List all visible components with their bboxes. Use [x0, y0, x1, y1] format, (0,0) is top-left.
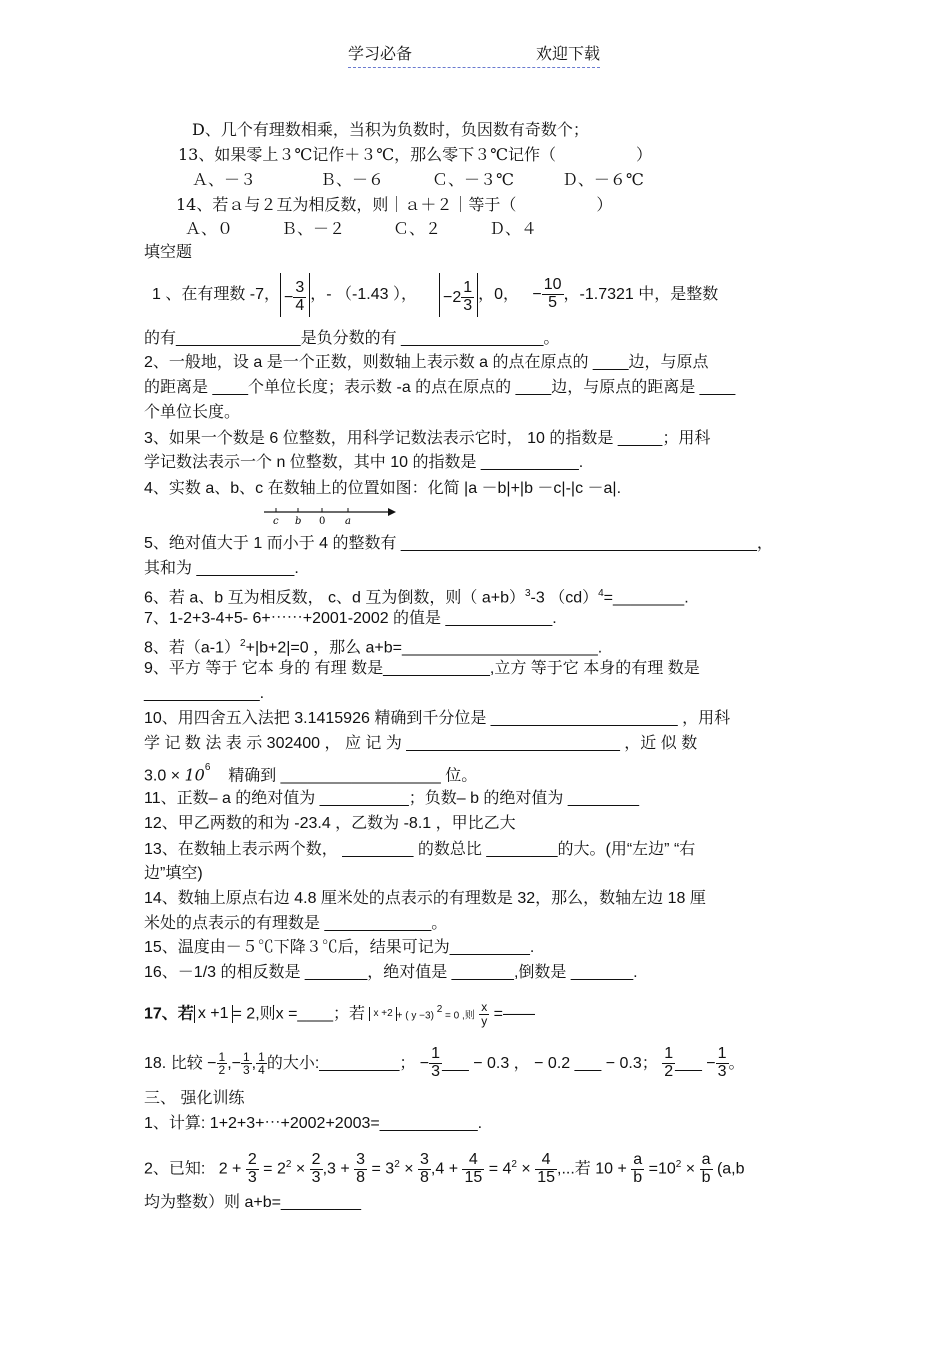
section3-q1: 1、计算: 1+2+3+⋯+2002+2003=___________.: [144, 1115, 483, 1132]
fill-q8: 8、若$(a-1)^2+|b+2|=0$ ，那么 a+b=______________________.: [144, 638, 603, 657]
fill-q5-l2: 其和为 ___________.: [144, 560, 299, 577]
fill-q10-l3: $3.0 \times 10^6$ 精确到 __________________ 位。: [144, 762, 478, 785]
fill-q18: 18. 比较 − $\frac{1}{2}$ ,− $\frac{1}{3}$ , $\frac{1}{4}$ 的大小:_________； − $\frac{1}{3}$ ___ − 0.3 ， − 0.2 ___ − 0.3； $\frac{1}{2}$ ___ − $\frac{1}{3}$ 。: [144, 1045, 745, 1081]
fill-q1-c: ，0，: [478, 286, 520, 303]
fill-q17-c: = 2,则x =____；若: [232, 1005, 366, 1023]
fill-q13-l2: 边”填空): [144, 865, 203, 882]
fill-q17-f: = 0 ,则: [442, 1010, 475, 1022]
frac-x-over-y: $\frac{x}{y}$: [481, 1000, 488, 1028]
section3-q2: 2、已知: 2 + $\frac{2}{3}$ = $2^2$ × $\frac{2}{3}$ ,3 + $\frac{3}{8}$ = $3^2$ × $\frac{3}{8}$ ,4 + $\frac{4}{15}$ = $4^2$ × $\frac{4}{15}$ ,...若 10 + $\frac{a}{b}$ $=10^2$ × $\frac{a}{b}$ (a,b: [144, 1150, 745, 1186]
fill-q11: 11、正数– a 的绝对值为 __________；负数– b 的绝对值为 ________: [144, 790, 640, 807]
fill-q14-l2: 米处的点表示的有理数是 ____________。: [144, 915, 448, 932]
page-header: [348, 41, 600, 68]
fill-q15: 15、温度由－５℃下降３℃后，结果可记为_________.: [144, 939, 535, 956]
fill-q2-l3: 个单位长度。: [144, 404, 241, 421]
abs-x-plus-2: x +2: [369, 1007, 396, 1021]
fill-q14-l1: 14、数轴上原点右边 4.8 厘米处的点表示的有理数是 32，那么，数轴左边 18 厘: [144, 890, 706, 907]
fill-q17-g: =——: [493, 1005, 536, 1023]
fill-q10-l3b: 10: [184, 765, 205, 785]
fill-q5-l1: 5、绝对值大于 1 而小于 4 的整数有 ________________________________________，: [144, 535, 773, 552]
fill-q6-c: =________.: [603, 589, 689, 607]
fill-q12: 12、甲乙两数的和为 -23.4 ，乙数为 -8.1 ，甲比乙大: [144, 815, 516, 832]
axis-label-a: a: [345, 516, 351, 526]
fill-q1-line2: 的有______________是负分数的有 ________________。: [144, 330, 560, 347]
fill-q4: 4、实数 a、b、c 在数轴上的位置如图：化简 |a －b|+|b －c|-|c －a|.: [144, 480, 622, 497]
fill-q10-l3c: 精确到 __________________ 位。: [228, 767, 478, 785]
fill-q3-l1: 3、如果一个数是 6 位整数，用科学记数法表示它时， 10 的指数是 _____；用科: [144, 430, 711, 447]
frac-ten-fifths: $\frac{10}{5}$: [543, 276, 562, 312]
fill-q13-l1: 13、在数轴上表示两个数， ________ 的数总比 ________的大。(用“左边” “右: [144, 841, 696, 858]
fill-q18-a: 18. 比较: [144, 1055, 203, 1072]
mc-d-option: D、几个有理数相乘，当积为负数时，负因数有奇数个；: [192, 120, 589, 139]
fill-q6-a: 6、若 a、b 互为相反数， c、d 互为倒数，则（ a+b）: [144, 589, 525, 607]
section3-q2-a: 2、已知:: [144, 1160, 206, 1178]
fill-q16: 16、－1/3 的相反数是 _______，绝对值是 _______,倒数是 _______.: [144, 964, 638, 981]
section3-title: 三、 强化训练: [144, 1090, 245, 1107]
abs-x-plus-1: x +1: [194, 1005, 233, 1023]
header-left: 学习必备: [348, 44, 413, 63]
fill-q1-a: 1 、在有理数 -7，: [152, 286, 281, 303]
axis-label-0: 0: [319, 516, 326, 526]
fill-q3-l2: 学记数法表示一个 n 位整数，其中 10 的指数是 ___________.: [144, 454, 584, 471]
header-right: 欢迎下载: [535, 44, 600, 63]
fill-q6: 6、若 a、b 互为相反数， c、d 互为倒数，则（ a+b）$^3$-3 （cd）$^4$=________.: [144, 588, 689, 607]
abs-neg-three-quarters: − $\frac{3}{4}$: [280, 273, 310, 317]
abs-neg-two-one-third: −2 $\frac{1}{3}$: [439, 273, 478, 317]
fill-q1-b: ，- （-1.43 ），: [310, 286, 417, 303]
axis-label-c: c: [273, 516, 279, 526]
fill-q2-l1: 2、一般地，设 a 是一个正数，则数轴上表示数 a 的点在原点的 ____边，与原点: [144, 354, 709, 371]
fill-q17-a: 17、若: [144, 1005, 194, 1023]
fill-q9-l1: 9、平方 等于 它本 身的 有理 数是____________,立方 等于它 本身的有理 数是: [144, 660, 700, 677]
fill-q6-b: -3 （cd）: [530, 589, 599, 607]
section3-q2-c: (a,b: [716, 1160, 745, 1178]
fill-q18-c: ___ − 0.3 ， − 0.2 ___ − 0.3；: [442, 1055, 658, 1072]
fill-q10-l2: 学 记 数 法 表 示 302400 ， 应 记 为 ________________________ ，近 似 数: [144, 735, 698, 752]
fill-q8-a: 8、若（a-1）: [144, 639, 241, 657]
mc-q13-options: Ａ、－３ Ｂ、－６ Ｃ、－３℃ Ｄ、－６℃: [192, 170, 644, 189]
fill-q17: 17、若 x +1 = 2,则x =____；若 x +2 + ( y −3) $^2$ = 0 ,则 $\frac{x}{y}$ =——: [144, 1000, 536, 1028]
fill-q7: 7、1-2+3-4+5- 6+⋯⋯+2001-2002 的值是 ____________.: [144, 610, 557, 627]
section3-q2-b: 若: [574, 1160, 591, 1178]
fill-q17-e: + ( y −3): [396, 1010, 437, 1022]
fill-title: 填空题: [144, 244, 193, 261]
mc-q14-options: Ａ、０ Ｂ、－２ Ｃ、２ Ｄ、４: [185, 219, 538, 238]
fill-q1: 1 、在有理数 -7， − $\frac{3}{4}$ ，- （-1.43 ）， −2 $\frac{1}{3}$ ，0， − $\frac{10}{5}$ ，-1.7321 中，是整数: [152, 270, 718, 320]
fill-q9-l2: _____________.: [144, 685, 265, 702]
number-line-figure: [262, 502, 402, 526]
mc-q13: 13、如果零上３℃记作＋３℃，那么零下３℃记作（ ）: [178, 145, 653, 164]
fill-q18-b: 的大小:_________；: [266, 1055, 416, 1072]
axis-label-b: b: [295, 516, 302, 526]
fill-q8-b: +|b+2|=0 ，那么 a+b=______________________.: [245, 639, 603, 657]
mc-q14: 14、若ａ与２互为相反数，则｜ａ＋２｜等于（ ）: [176, 195, 613, 214]
fill-q10-l1: 10、用四舍五入法把 3.1415926 精确到千分位是 _____________________ ，用科: [144, 710, 731, 727]
section3-q2-l2: 均为整数）则 a+b=_________: [144, 1194, 362, 1211]
fill-q18-d: ___ −: [675, 1055, 716, 1072]
fill-q2-l2: 的距离是 ____个单位长度；表示数 -a 的点在原点的 ____边，与原点的距离是 ____: [144, 379, 736, 396]
fill-q1-d: ，-1.7321 中，是整数: [563, 286, 719, 303]
fill-q10-l3a: 3.0 ×: [144, 767, 181, 785]
fill-q18-e: 。: [728, 1055, 745, 1072]
